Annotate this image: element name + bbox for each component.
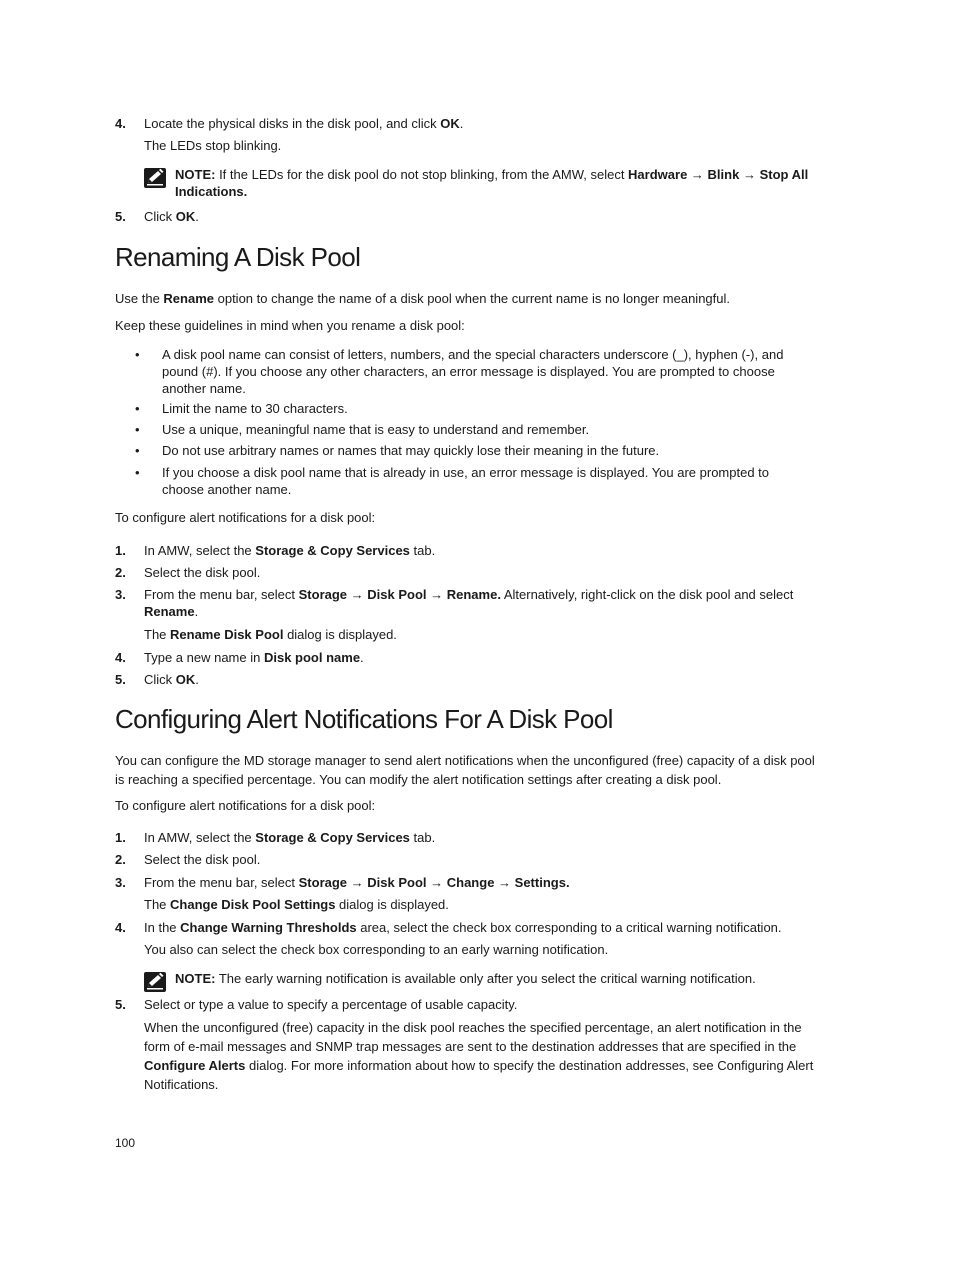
note-pencil-icon <box>144 972 166 992</box>
step-4-result: The LEDs stop blinking. <box>144 138 282 153</box>
alerts-step-5-result: When the unconfigured (free) capacity in the disk pool reaches the specified percentage, an alert notification in the form of e-mail messages and SNMP trap messages are sent to the destination addresses that are specified in the Configure Alerts dialog. For more information about how to specify the destination addresses, see Configuring Alert Notifications. <box>144 1020 814 1092</box>
rename-step-3-result: The Rename Disk Pool dialog is displayed. <box>144 627 397 642</box>
alerts-step-3-result: The Change Disk Pool Settings dialog is displayed. <box>144 897 449 912</box>
heading-alert-notifications: Configuring Alert Notifications For A Disk Pool <box>115 704 613 734</box>
alerts-step-4-result: You also can select the check box corresponding to an early warning notification. <box>144 942 609 957</box>
heading-renaming: Renaming A Disk Pool <box>115 242 361 272</box>
page-number: 100 <box>115 1136 136 1150</box>
alerts-intro: You can configure the MD storage manager to send alert notifications when the unconfigured (free) capacity of a disk pool is reaching a specified percentage. You can modify the alert notification settings after creating a disk pool. <box>115 753 815 787</box>
guidelines-intro: Keep these guidelines in mind when you rename a disk pool: <box>115 318 465 333</box>
alerts-configure-intro: To configure alert notifications for a disk pool: <box>115 798 376 813</box>
rename-configure-intro: To configure alert notifications for a disk pool: <box>115 510 376 525</box>
note-pencil-icon <box>144 168 166 188</box>
rename-intro: Use the Rename option to change the name of a disk pool when the current name is no longer meaningful. <box>115 291 730 306</box>
document-page: 4. Locate the physical disks in the disk pool, and click OK. The LEDs stop blinking. NOTE: If the LEDs for the disk pool do not stop blinking, from the AMW, select Hardware → Blink → Stop All Indications. 5. Click OK. Renaming A Disk Pool Use the Rename option to change the name of a disk pool when the current name is no longer meaningful. Keep these guidelines in mind when you rename a disk pool: • A disk pool name can consist of letters, numbers, and the special characters underscore (_), hyphen (-), and pound (#). If you choose any other characters, an error message is displayed. You are prompted to choose another name. • Limit the name to 30 characters. • Use a unique, meaningful name that is easy to understand and remember. • Do not use arbitrary names or names that may quickly lose their meaning in the future. • If you choose a disk pool name that is already in use, an error message is displayed. You are prompted to choose another name. To configure alert notifications for a disk pool: 1. In AMW, select the Storage & Copy Services tab. 2. Select the disk pool. 3. From the menu bar, select Storage → Disk Pool → Rename. Alternatively, right-click on the disk pool and select Rename. The Rename Disk Pool dialog is displayed. 4. Type a new name in Disk pool name. 5. Click OK. Configuring Alert Notifications For A Disk Pool You can configure the MD storage manager to send alert notifications when the unconfigured (free) capacity of a disk pool is reaching a specified percentage. You can modify the alert notification settings after creating a disk pool. To configure alert notifications for a disk pool: 1. In AMW, select the Storage & Copy Services tab. 2. Select the disk pool. 3. From the menu bar, select Storage → Disk Pool → Change → Settings. The Change Disk Pool Settings dialog is displayed. 4. In the Change Warning Thresholds area, select the check box corresponding to a critical warning notification. You also can select the check box corresponding to an early warning notification. NOTE: The early warning notification is available only after you select the critical warning notification. 5. Select or type a value to specify a percentage of usable capacity. When the unconfigured (free) capacity in the disk pool reaches the specified percentage, an alert notification in the form of e-mail messages and SNMP trap messages are sent to the destination addresses that are specified in the Configure Alerts dialog. For more information about how to specify the destination addresses, see Configuring Alert Notifications. 100 <box>115 116 815 1150</box>
